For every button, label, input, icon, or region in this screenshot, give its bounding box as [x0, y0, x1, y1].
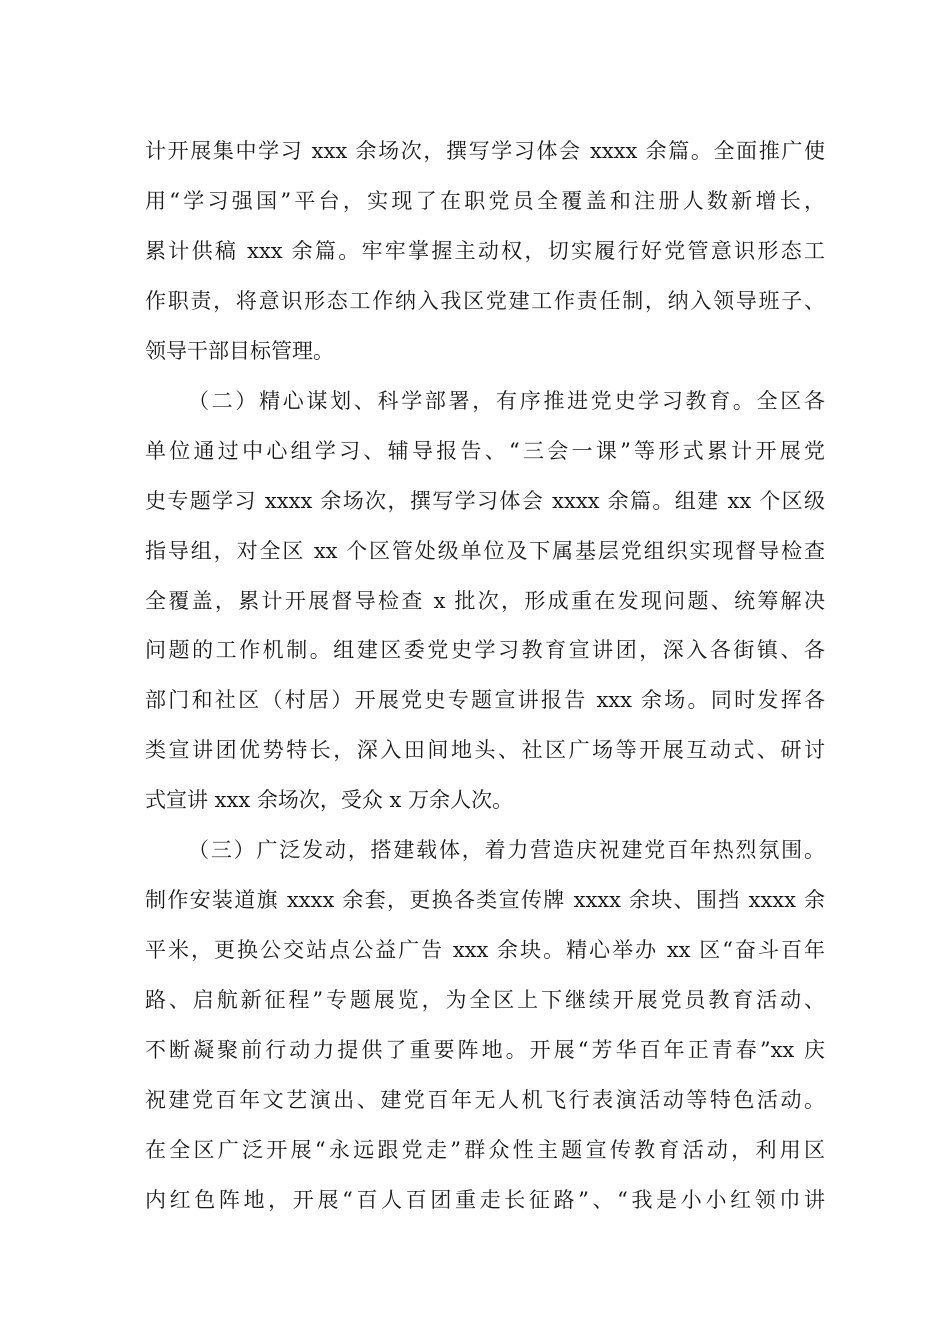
text-line: 类宣讲团优势特长，深入田间地头、社区广场等开展互动式、研讨: [145, 738, 825, 762]
text-line: 在全区广泛开展“永远跟党走”群众性主题宣传教育活动，利用区: [145, 1138, 825, 1162]
text-line: 不断凝聚前行动力提供了重要阵地。开展“芳华百年正青春”xx 庆: [145, 1038, 825, 1062]
text-line: 问题的工作机制。组建区委党史学习教育宣讲团，深入各街镇、各: [145, 638, 825, 662]
text-line: 累计供稿 xxx 余篇。牢牢掌握主动权，切实履行好党管意识形态工: [145, 239, 825, 263]
text-line: 祝建党百年文艺演出、建党百年无人机飞行表演活动等特色活动。: [145, 1088, 825, 1112]
text-line: 单位通过中心组学习、辅导报告、“三会一课”等形式累计开展党: [145, 439, 825, 463]
text-line: 作职责，将意识形态工作纳入我区党建工作责任制，纳入领导班子、: [145, 289, 825, 313]
text-line: 史专题学习 xxxx 余场次，撰写学习体会 xxxx 余篇。组建 xx 个区级: [145, 489, 825, 513]
text-line: 式宣讲 xxx 余场次，受众 x 万余人次。: [145, 788, 514, 812]
text-line: 平米，更换公交站点公益广告 xxx 余块。精心举办 xx 区“奋斗百年: [145, 938, 825, 962]
section-heading-line: （二）精心谋划、科学部署，有序推进党史学习教育。全区各: [188, 389, 825, 413]
text-line: 路、启航新征程”专题展览，为全区上下继续开展党员教育活动、: [145, 988, 825, 1012]
text-line: 全覆盖，累计开展督导检查 x 批次，形成重在发现问题、统筹解决: [145, 589, 825, 613]
text-line: 内红色阵地，开展“百人百团重走长征路”、“我是小小红领巾讲: [145, 1188, 825, 1212]
text-line: 指导组，对全区 xx 个区管处级单位及下属基层党组织实现督导检查: [145, 539, 825, 563]
text-line: 用“学习强国”平台，实现了在职党员全覆盖和注册人数新增长，: [145, 189, 825, 213]
text-line: 计开展集中学习 xxx 余场次，撰写学习体会 xxxx 余篇。全面推广使: [145, 139, 825, 163]
text-line: 领导干部目标管理。: [145, 339, 334, 363]
text-line: 部门和社区（村居）开展党史专题宣讲报告 xxx 余场。同时发挥各: [145, 688, 825, 712]
text-line: 制作安装道旗 xxxx 余套，更换各类宣传牌 xxxx 余块、围挡 xxxx 余: [145, 888, 825, 912]
section-heading-line: （三）广泛发动，搭建载体，着力营造庆祝建党百年热烈氛围。: [188, 838, 825, 862]
